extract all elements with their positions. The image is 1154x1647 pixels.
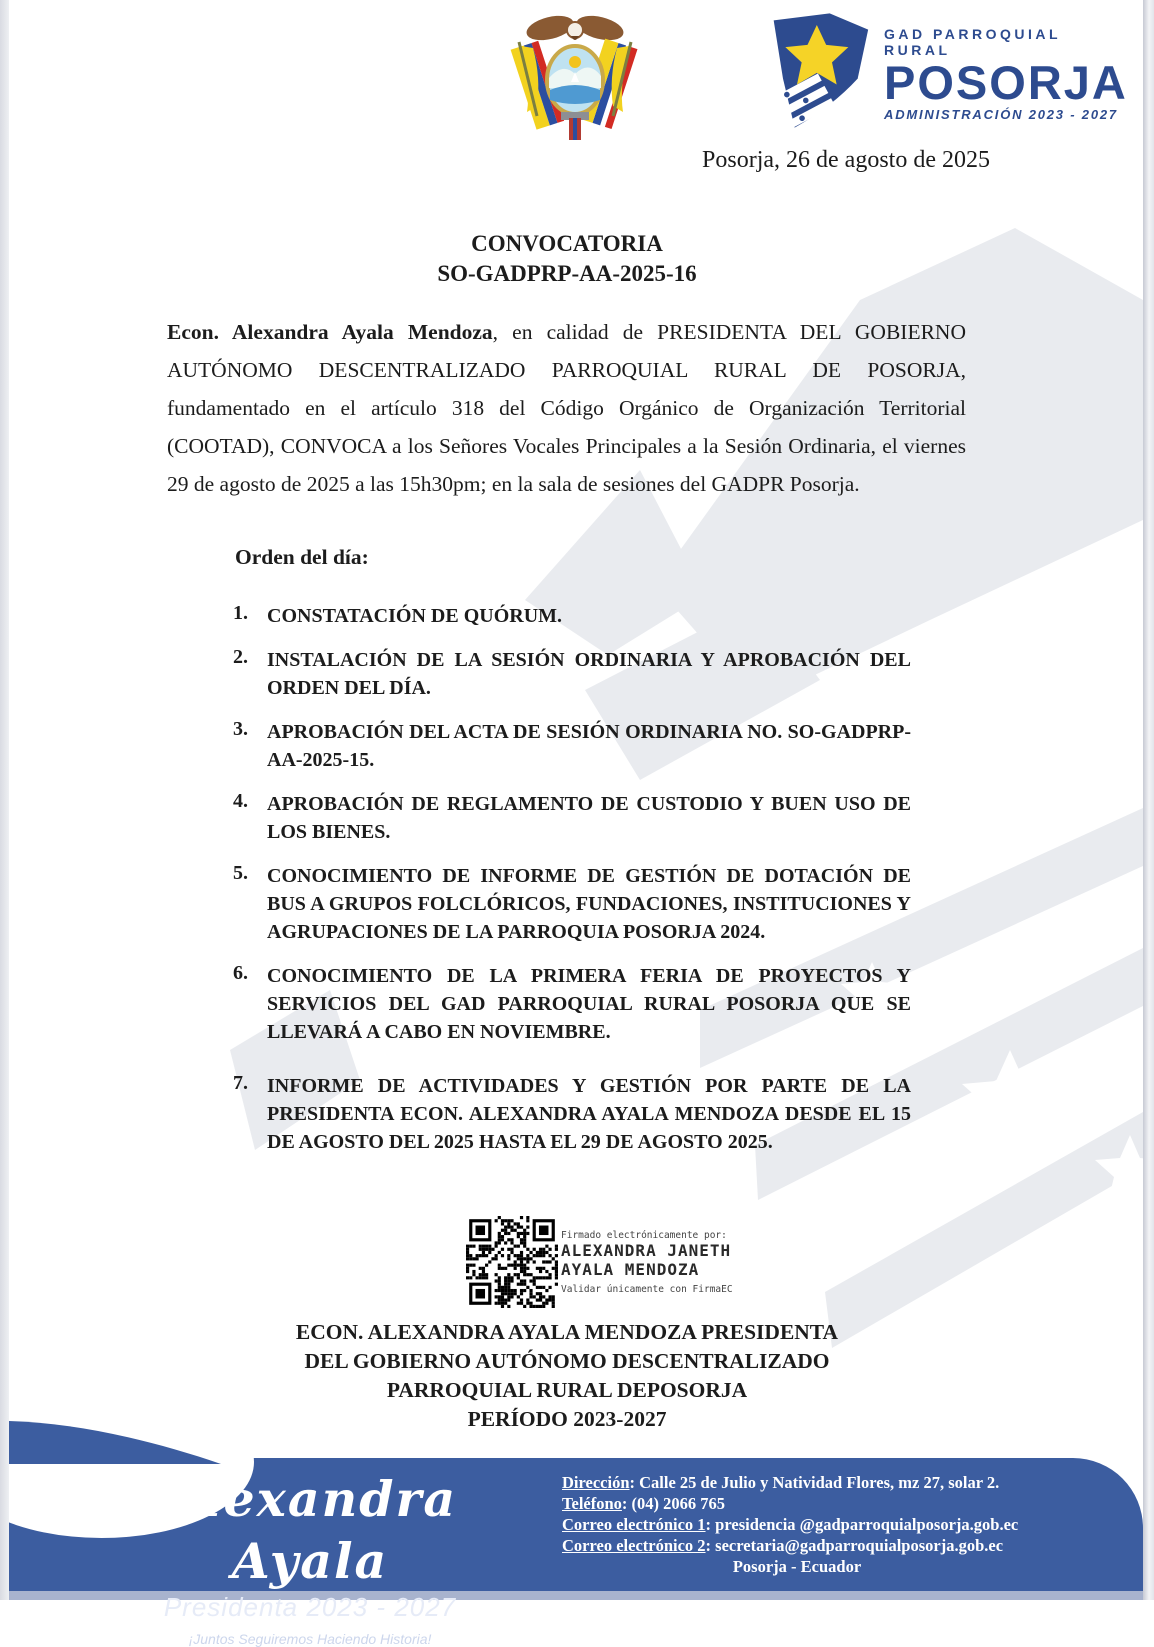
agenda-item-text: INSTALACIÓN DE LA SESIÓN ORDINARIA Y APROBACIÓN DEL ORDEN DEL DÍA. (267, 649, 911, 699)
signature-line: DEL GOBIERNO AUTÓNOMO DESCENTRALIZADO (304, 1349, 830, 1373)
agenda-item-text: CONOCIMIENTO DE INFORME DE GESTIÓN DE DOTACIÓN DE BUS A GRUPOS FOLCLÓRICOS, FUNDACIONES, INSTITUCIONES Y AGRUPACIONES DE LA PARROQUIA POSORJA 2024. (267, 865, 911, 943)
logo-line1: GAD PARROQUIAL RURAL (884, 25, 1061, 58)
agenda-item-number: 6. (233, 962, 248, 984)
footer-subtitle: Presidenta 2023 - 2027 (163, 1592, 457, 1622)
agenda-item-2 (233, 646, 911, 702)
agenda-item-text: APROBACIÓN DEL ACTA DE SESIÓN ORDINARIA NO. SO-GADPRP-AA-2025-15. (267, 721, 911, 771)
footer-contact-label: Dirección (562, 1473, 630, 1492)
footer-contact-label: Correo electrónico 1 (562, 1515, 706, 1534)
agenda-item-text: CONOCIMIENTO DE LA PRIMERA FERIA DE PROYECTOS Y SERVICIOS DEL GAD PARROQUIAL RURAL POSORJA QUE SE LLEVARÁ A CABO EN NOVIEMBRE. (267, 965, 911, 1043)
agenda-item-7 (233, 1072, 911, 1156)
logo-name: POSORJA (884, 55, 1128, 109)
logo-admin: ADMINISTRACIÓN 2023 - 2027 (884, 107, 1118, 123)
signature-line: PERÍODO 2023-2027 (467, 1407, 667, 1431)
posorja-shield-icon (758, 11, 878, 137)
agenda-item-number: 1. (233, 602, 248, 624)
agenda-item-number: 2. (233, 646, 248, 668)
body-paragraph (167, 313, 966, 503)
photo-edge-right (1143, 0, 1154, 1600)
footer-location: Posorja - Ecuador (732, 1557, 862, 1576)
photo-edge-left (0, 0, 9, 1600)
signature-line: PARROQUIAL RURAL DEPOSORJA (386, 1378, 748, 1402)
body-bold-lead: Econ. Alexandra Ayala Mendoza (167, 320, 493, 344)
footer-contact (562, 1472, 1032, 1577)
signature-line: ECON. ALEXANDRA AYALA MENDOZA PRESIDENTA (295, 1320, 839, 1344)
fir-name2: AYALA MENDOZA (561, 1260, 700, 1279)
agenda-item-3 (233, 718, 911, 774)
fir-line2: Validar únicamente con FirmaEC (561, 1284, 733, 1295)
footer-contact-label: Teléfono (562, 1494, 622, 1513)
footer-wave-crest (9, 1417, 239, 1467)
title-line1: CONVOCATORIA (471, 231, 663, 256)
qr-code (466, 1216, 558, 1308)
agenda-item-4 (233, 790, 911, 846)
agenda-item-number: 3. (233, 718, 248, 740)
agenda-item-5 (233, 862, 911, 946)
agenda-item-text: CONSTATACIÓN DE QUÓRUM. (267, 605, 563, 627)
footer-contact-line (562, 1535, 1032, 1556)
gad-posorja-logo (758, 10, 1128, 138)
qr-caption (561, 1216, 733, 1308)
footer-contact-value: : presidencia @gadparroquialposorja.gob.ec (705, 1515, 1019, 1534)
signature-qr-row (466, 1216, 733, 1308)
footer-slogan: ¡Juntos Seguiremos Haciendo Historia! (188, 1631, 432, 1647)
agenda-heading: Orden del día: (235, 545, 369, 569)
footer-signature-area (95, 1468, 525, 1647)
document-title (0, 229, 1134, 289)
footer-contact-line (562, 1472, 1032, 1493)
footer-contact-value: : secretaria@gadparroquialposorja.gob.ec (705, 1536, 1004, 1555)
footer-contact-line (562, 1493, 1032, 1514)
agenda-item-1 (233, 602, 911, 630)
footer-contact-value: : (04) 2066 765 (621, 1494, 726, 1513)
agenda-item-number: 7. (233, 1072, 248, 1094)
agenda-item-text: APROBACIÓN DE REGLAMENTO DE CUSTODIO Y BUEN USO DE LOS BIENES. (267, 793, 911, 843)
agenda-item-text: INFORME DE ACTIVIDADES Y GESTIÓN POR PARTE DE LA PRESIDENTA ECON. ALEXANDRA AYALA MENDOZA DESDE EL 15 DE AGOSTO DEL 2025 HASTA EL 29 DE AGOSTO 2025. (267, 1075, 911, 1153)
body-text: , en calidad de PRESIDENTA DEL GOBIERNO AUTÓNOMO DESCENTRALIZADO PARROQUIAL RURAL DE POSORJA, fundamentado en el artículo 318 del Código Orgánico de Organización Territorial (COOTAD), CONVOCA a los Señores Vocales Principales a la Sesión Ordinaria, el viernes 29 de agosto de 2025 a las 15h30pm; en la sala de sesiones del GADPR Posorja. (167, 320, 966, 496)
agenda-item-number: 5. (233, 862, 248, 884)
agenda-item-6 (233, 962, 911, 1046)
agenda-item-number: 4. (233, 790, 248, 812)
date-line: Posorja, 26 de agosto de 2025 (702, 147, 990, 173)
footer-contact-label: Correo electrónico 2 (562, 1536, 706, 1555)
ecuador-coat-of-arms-icon (503, 6, 647, 144)
footer-script-name: Alexandra Ayala (162, 1470, 458, 1590)
title-line2: SO-GADPRP-AA-2025-16 (437, 261, 697, 286)
fir-line1: Firmado electrónicamente por: (561, 1230, 727, 1241)
footer-contact-value: : Calle 25 de Julio y Natividad Flores, mz 27, solar 2. (629, 1473, 1000, 1492)
footer-contact-line (562, 1514, 1032, 1535)
agenda-list (233, 602, 911, 1172)
fir-name1: ALEXANDRA JANETH (561, 1241, 732, 1260)
